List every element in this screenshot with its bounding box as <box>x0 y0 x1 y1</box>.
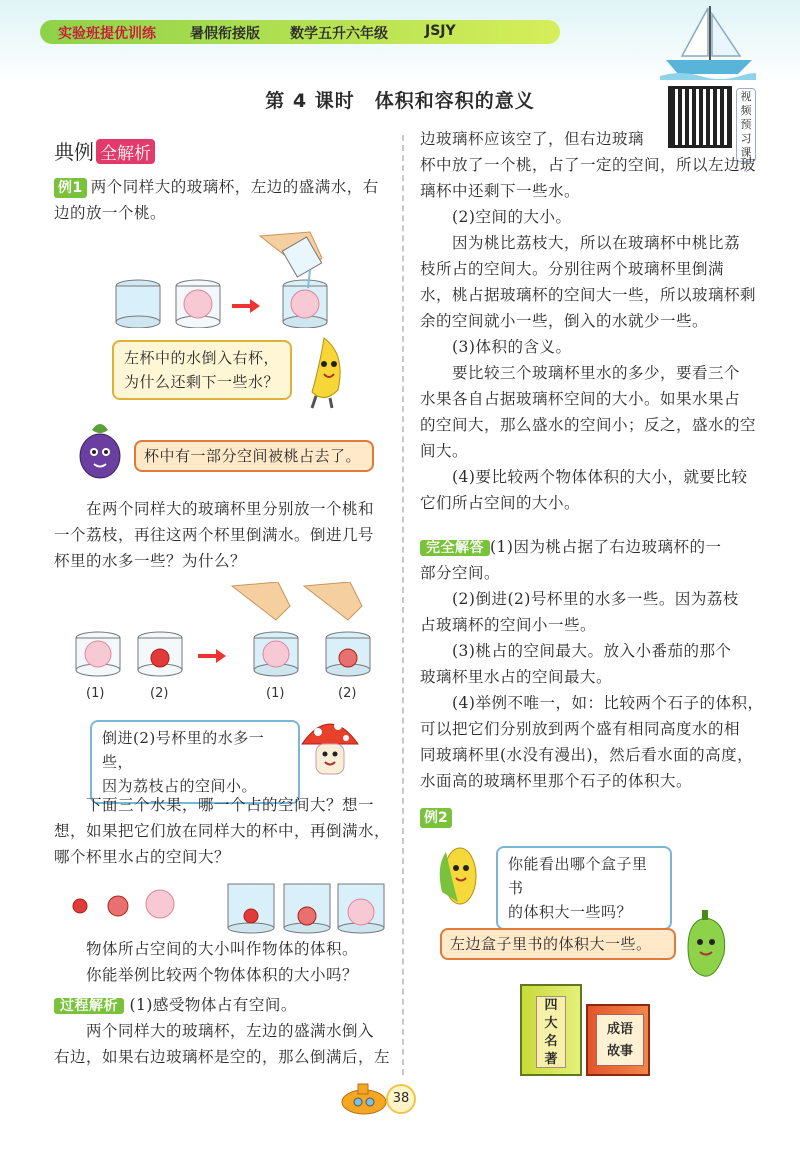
answer-line-7: (4)举例不唯一，如：比较两个石子的体积， <box>452 694 764 712</box>
answer-line-9: 同玻璃杯里(水没有漫出)，然后看水面的高度， <box>420 746 754 764</box>
lesson-title: 第 4 课时 体积和容积的意义 <box>265 90 535 112</box>
right-line-1: 边玻璃杯应该空了，但右边玻璃 <box>420 130 645 148</box>
answer-line-5: (3)桃占的空间最大。放入小番茄的那个 <box>452 642 732 660</box>
bubble-a2-line-2: 因为荔枝占的空间小。 <box>102 777 258 795</box>
para2-line-2: 一个荔枝，再往这两个杯里倒满水。倒进几号 <box>54 526 375 544</box>
submarine-icon <box>338 1078 390 1118</box>
full-answer <box>420 534 780 794</box>
para3-line-3: 哪个杯里水占的空间大？ <box>54 848 231 866</box>
middle-cup-peach <box>176 280 220 328</box>
right-line-5: 因为桃比荔枝大，所以在玻璃杯中桃比荔 <box>452 234 741 252</box>
cup-label-1: (1) <box>86 686 105 701</box>
bubble-answer-3: 左边盒子里书的体积大一些。 <box>440 928 676 960</box>
right-column-text <box>420 126 780 516</box>
example1-tag: 例1 <box>54 178 87 198</box>
corn-character <box>432 836 492 916</box>
process-tag: 过程解析 <box>54 998 124 1014</box>
process-line-2: 两个同样大的玻璃杯，左边的盛满水倒入 <box>86 1022 375 1040</box>
cups-illustration-1 <box>110 228 340 328</box>
intro-line-1: 两个同样大的玻璃杯，左边的盛满水，右 <box>90 178 379 196</box>
bubble-a2-line-1: 倒进(2)号杯里的水多一些， <box>102 729 265 771</box>
right-line-3: 璃杯中还剩下一些水。 <box>420 182 581 200</box>
bubble-q1-line-2: 为什么还剩下一些水？ <box>124 373 280 391</box>
definition-block <box>54 936 394 988</box>
header-subtitle: 暑假衔接版 <box>190 26 260 42</box>
example1-intro <box>54 174 394 226</box>
bubble-q1-line-1: 左杯中的水倒入右杯， <box>124 349 280 367</box>
right-line-15: 它们所占空间的大小。 <box>420 494 581 512</box>
header-grade: 数学五升六年级 <box>290 26 388 42</box>
answer-tag: 完全解答 <box>420 540 490 556</box>
section-heading-part1: 典例 <box>54 140 94 164</box>
book-box-left <box>520 984 582 1076</box>
right-line-12: 的空间大，那么盛水的空间小；反之，盛水的空 <box>420 416 757 434</box>
definition-line-2: 你能举例比较两个物体体积的大小吗？ <box>86 966 359 984</box>
bubble-answer-1: 杯中有一部分空间被桃占去了。 <box>134 440 374 472</box>
example2-tag: 例2 <box>420 808 452 828</box>
right-line-8: 余的空间就小一些，倒入的水就少一些。 <box>420 312 709 330</box>
right-line-2: 杯中放了一个桃，占了一定的空间，所以左边玻 <box>420 156 757 174</box>
right-line-14: (4)要比较两个物体体积的大小，就要比较 <box>452 468 748 486</box>
answer-line-4: 占玻璃杯的空间小一些。 <box>420 616 597 634</box>
section-heading <box>54 136 155 165</box>
process-analysis <box>54 992 394 1070</box>
cup-label-3: (1) <box>266 686 285 701</box>
header-edition-code: JSJY <box>425 23 456 39</box>
banana-character <box>294 334 356 410</box>
sailboat-illustration <box>660 4 756 80</box>
fruits-and-cups-illustration <box>66 876 386 936</box>
book-title-left: 四大名著 <box>536 996 566 1068</box>
page-number: 38 <box>386 1084 416 1114</box>
right-line-6: 枝所占的空间大。分别往两个玻璃杯里倒满 <box>420 260 725 278</box>
section-heading-part2: 全解析 <box>96 139 155 164</box>
para3-line-2: 想，如果把它们放在同样大的杯中，再倒满水， <box>54 822 391 840</box>
cups-illustration-2 <box>66 582 386 682</box>
right-line-10: 要比较三个玻璃杯里水的多少，要看三个 <box>452 364 741 382</box>
answer-line-6: 玻璃杯里水占的空间最大。 <box>420 668 613 686</box>
right-line-13: 间大。 <box>420 442 469 460</box>
bubble-q2-line-2: 的体积大一些吗？ <box>508 903 633 921</box>
para2-line-3: 杯里的水多一些？为什么？ <box>54 552 247 570</box>
para3-line-1: 下面三个水果，哪一个占的空间大？想一 <box>86 796 375 814</box>
process-line-1: (1)感受物体占有空间。 <box>129 996 297 1014</box>
answer-line-2: 部分空间。 <box>420 564 501 582</box>
example1-para3 <box>54 792 394 870</box>
cup-label-4: (2) <box>338 686 357 701</box>
qr-label: 视频预习课 <box>736 88 756 162</box>
para2-line-1: 在两个同样大的玻璃杯里分别放一个桃和 <box>86 500 375 518</box>
left-cup-water <box>116 280 160 328</box>
answer-line-3: (2)倒进(2)号杯里的水多一些。因为荔枝 <box>452 590 739 608</box>
eggplant-character <box>70 414 130 484</box>
book-box-right <box>586 1004 650 1076</box>
right-line-4: (2)空间的大小。 <box>452 208 572 226</box>
right-cup-pour <box>260 232 327 328</box>
book-title-right: 成语故事 <box>596 1014 644 1066</box>
right-line-11: 水果各自占据玻璃杯空间的大小。如果水果占 <box>420 390 741 408</box>
cup-label-2: (2) <box>150 686 169 701</box>
pepper-character <box>676 908 736 984</box>
example1-para2 <box>54 496 394 574</box>
answer-line-8: 可以把它们分别放到两个盛有相同高度水的相 <box>420 720 741 738</box>
right-line-9: (3)体积的含义。 <box>452 338 572 356</box>
intro-line-2: 边的放一个桃。 <box>54 204 167 222</box>
right-line-7: 水，桃占据玻璃杯的空间大一些，所以玻璃杯剩 <box>420 286 757 304</box>
mushroom-character <box>298 710 362 786</box>
bubble-question-1 <box>112 340 292 400</box>
bubble-q2-line-1: 你能看出哪个盒子里书 <box>508 855 648 897</box>
header-brand: 实验班提优训练 <box>58 26 156 42</box>
process-line-3: 右边，如果右边玻璃杯是空的，那么倒满后，左 <box>54 1048 391 1066</box>
column-divider <box>402 135 404 1075</box>
answer-line-1: (1)因为桃占据了右边玻璃杯的一 <box>490 538 722 556</box>
bubble-question-2 <box>496 846 672 930</box>
answer-line-10: 水面高的玻璃杯里那个石子的体积大。 <box>420 772 693 790</box>
definition-line-1: 物体所占空间的大小叫作物体的体积。 <box>86 940 359 958</box>
